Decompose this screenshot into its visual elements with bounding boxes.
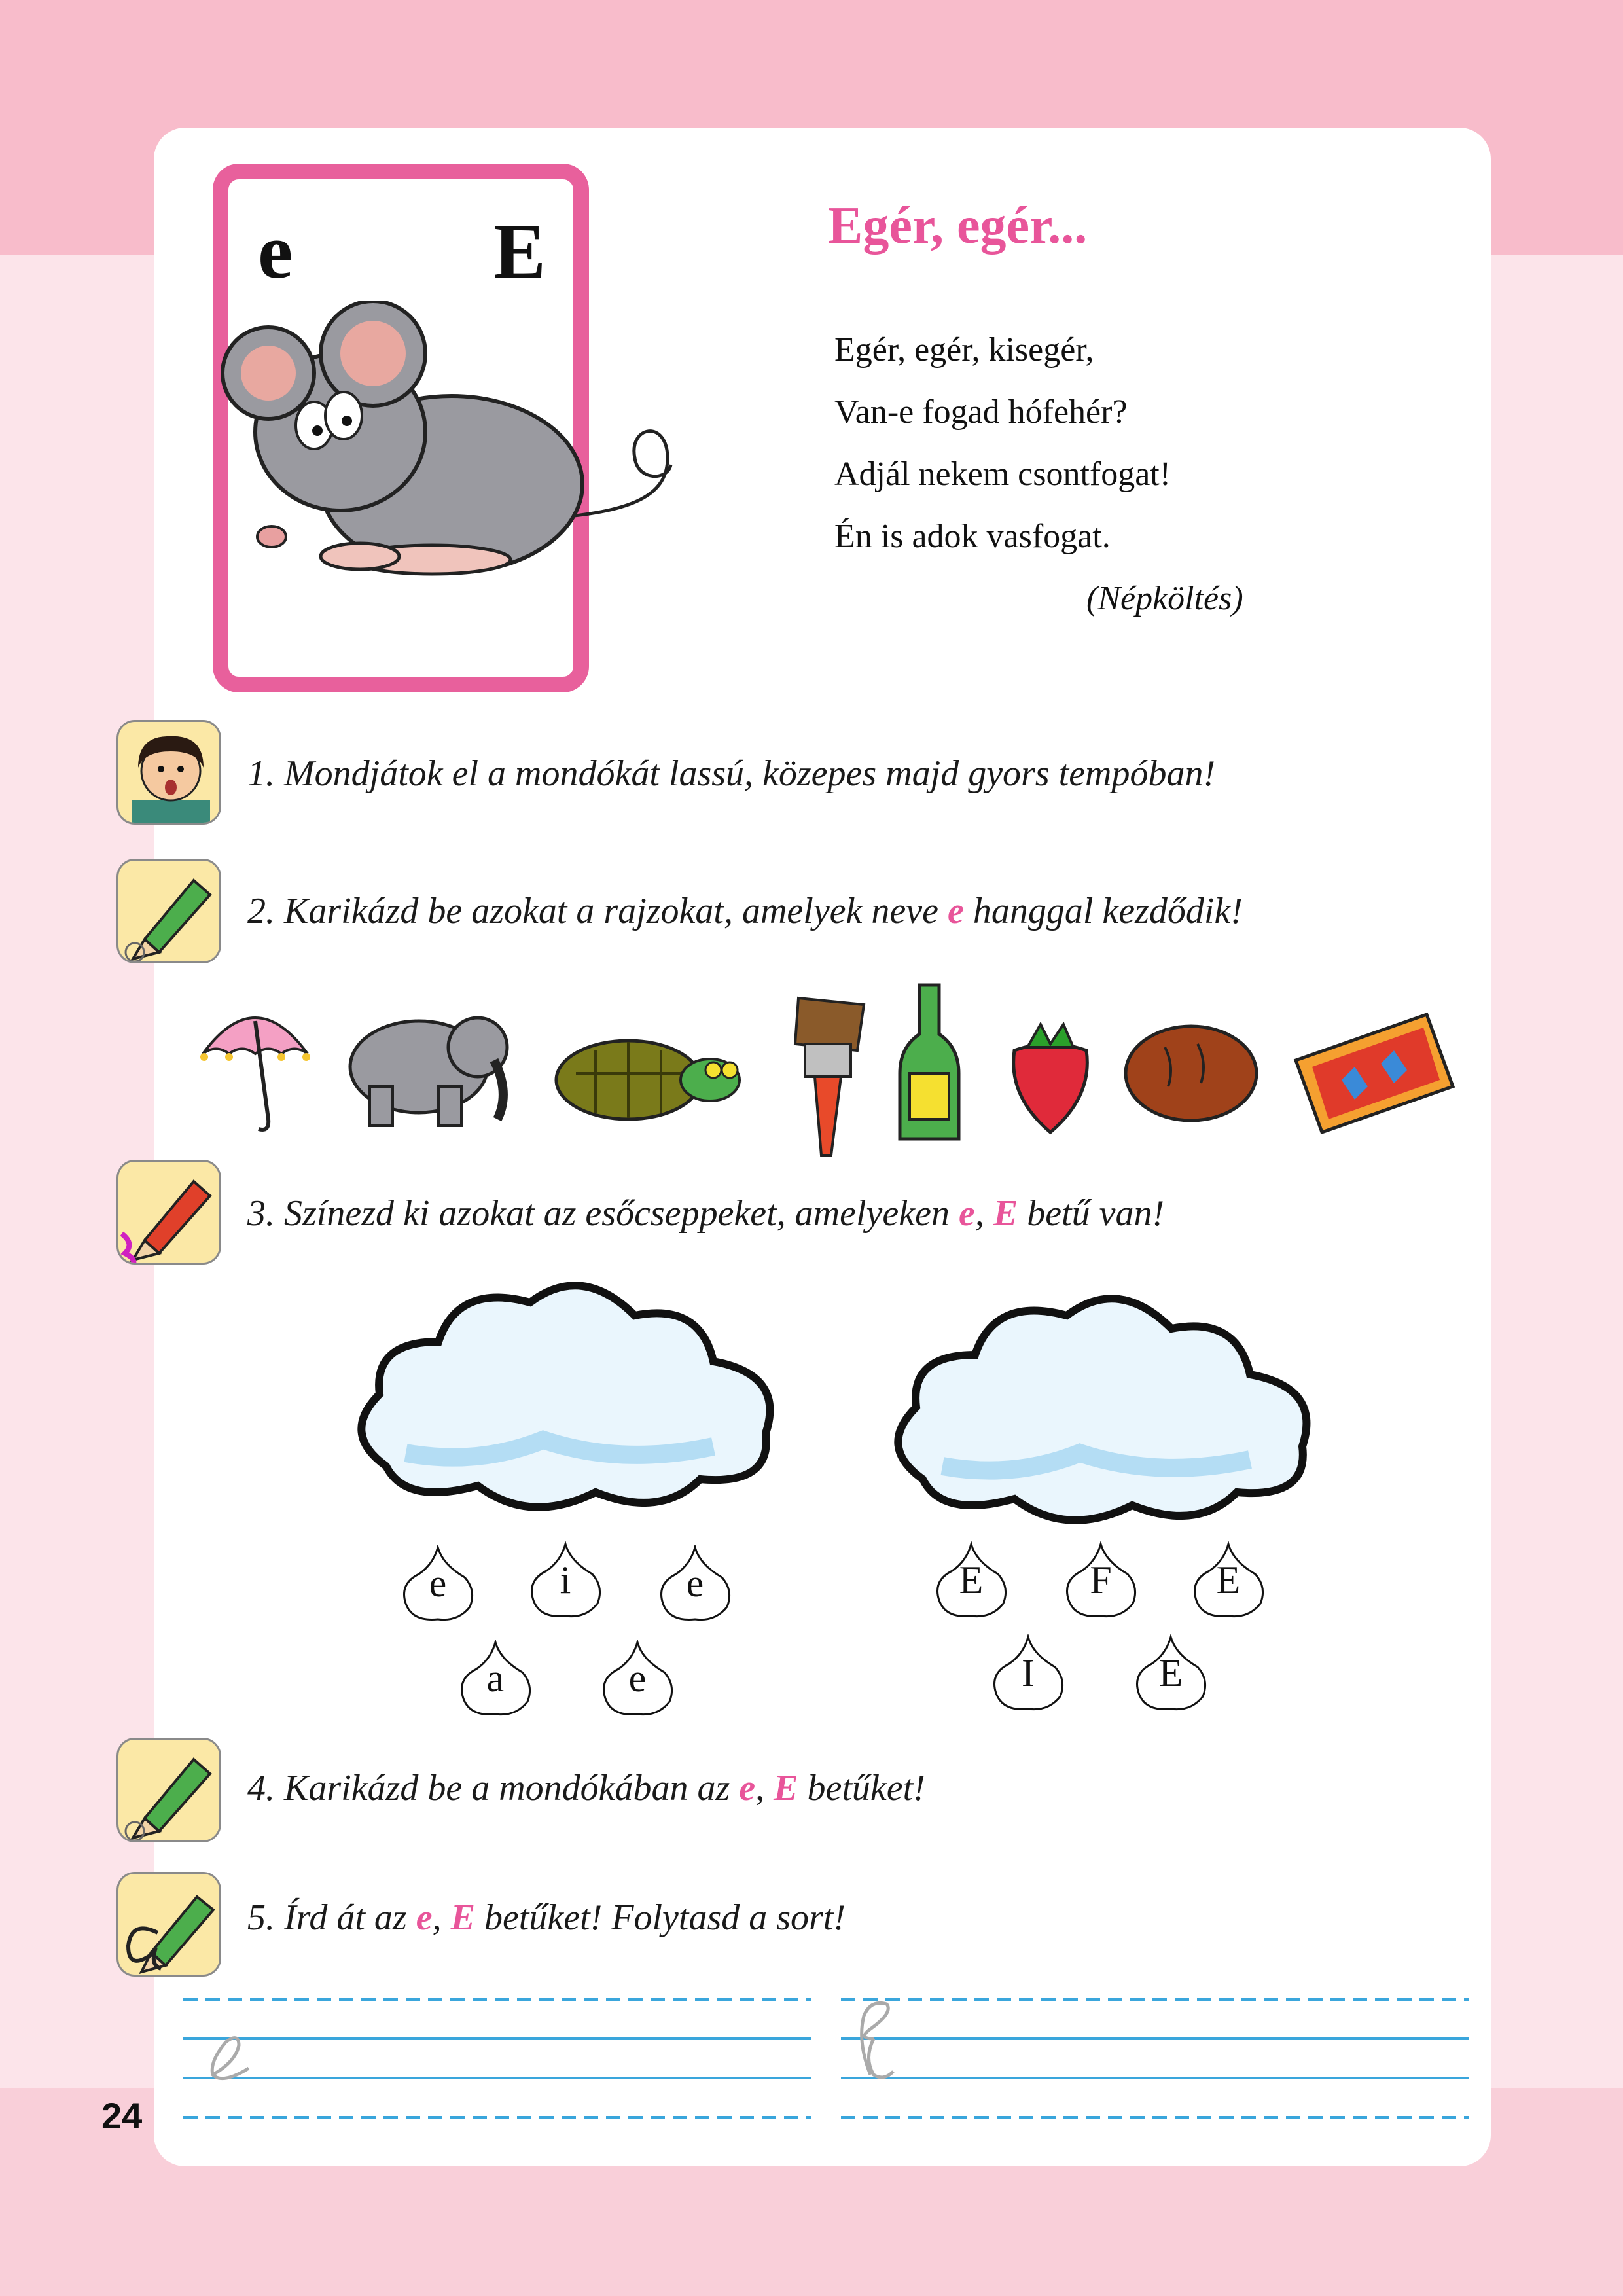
separator: , bbox=[755, 1768, 765, 1808]
poem-line: Van-e fogad hófehér? bbox=[834, 393, 1128, 431]
raindrop-letter: e bbox=[686, 1562, 704, 1605]
raindrop-letter: a bbox=[486, 1657, 505, 1700]
elephant-icon bbox=[334, 1001, 517, 1132]
poem-line: Egér, egér, kisegér, bbox=[834, 331, 1094, 368]
task-instruction: Mondjátok el a mondókát lassú, közepes majd gyors tempóban! bbox=[284, 753, 1216, 794]
raindrop-letter: E bbox=[1158, 1651, 1183, 1695]
task-instruction: Karikázd be a mondókában az bbox=[284, 1768, 730, 1808]
raindrop-letter: I bbox=[1022, 1651, 1035, 1695]
task-number: 2. bbox=[247, 891, 275, 931]
raindrop-letter: e bbox=[628, 1657, 647, 1700]
highlighted-letter: E bbox=[450, 1897, 475, 1938]
raindrop-letter: F bbox=[1090, 1558, 1112, 1602]
poem-line: Adjál nekem csontfogat! bbox=[834, 456, 1171, 493]
task-5-text bbox=[247, 1897, 846, 1939]
poem-line: Én is adok vasfogat. bbox=[834, 518, 1111, 555]
green-pencil-icon bbox=[116, 1738, 221, 1842]
raindrop-letter: i bbox=[560, 1558, 571, 1602]
poem-title: Egér, egér... bbox=[828, 197, 1088, 255]
highlighted-letter: e bbox=[739, 1768, 756, 1808]
cloud-left-icon bbox=[347, 1270, 805, 1532]
poem-source: (Népköltés) bbox=[1086, 580, 1243, 617]
separator: , bbox=[974, 1193, 984, 1234]
raindrop-letter: E bbox=[959, 1558, 984, 1602]
card-letter-lower: e bbox=[258, 207, 293, 295]
turtle-icon bbox=[537, 1021, 746, 1126]
task-instruction: betűket! bbox=[807, 1768, 925, 1808]
umbrella-icon bbox=[196, 995, 314, 1139]
task-1-text bbox=[247, 753, 1215, 795]
raindrop-letter: E bbox=[1216, 1558, 1241, 1602]
task-instruction: hanggal kezdődik! bbox=[972, 891, 1243, 931]
task-instruction: Írd át az bbox=[284, 1897, 407, 1938]
task-instruction: betűket! Folytasd a sort! bbox=[484, 1897, 846, 1938]
task-number: 5. bbox=[247, 1897, 275, 1938]
green-pencil-icon bbox=[116, 859, 221, 963]
cloud-right-icon bbox=[883, 1283, 1342, 1545]
task-instruction: betű van! bbox=[1027, 1193, 1165, 1234]
bottle-icon bbox=[897, 982, 962, 1145]
task-number: 1. bbox=[247, 753, 275, 794]
speaking-child-icon bbox=[116, 720, 221, 825]
task-instruction: Színezd ki azokat az esőcseppeket, amelyeken bbox=[284, 1193, 950, 1234]
separator: , bbox=[432, 1897, 442, 1938]
task-number: 4. bbox=[247, 1768, 275, 1808]
highlighted-letter: e bbox=[416, 1897, 433, 1938]
highlighted-letter: e bbox=[947, 891, 964, 931]
highlighted-letter: E bbox=[993, 1193, 1018, 1234]
task-number: 3. bbox=[247, 1193, 275, 1234]
highlighted-letter: E bbox=[774, 1768, 798, 1808]
task-instruction: Karikázd be azokat a rajzokat, amelyek neve bbox=[284, 891, 938, 931]
strawberry-icon bbox=[1001, 1018, 1099, 1136]
task-2-text bbox=[247, 890, 1243, 932]
bread-icon bbox=[1119, 1014, 1263, 1126]
card-letter-upper: E bbox=[493, 207, 546, 295]
highlighted-letter: e bbox=[958, 1193, 975, 1234]
task-4-text bbox=[247, 1767, 925, 1809]
paintbrush-icon bbox=[785, 992, 877, 1162]
raindrop-letter: e bbox=[429, 1562, 447, 1605]
mouse-icon bbox=[209, 301, 720, 589]
writing-pencil-icon bbox=[116, 1872, 221, 1977]
writing-practice-lines[interactable] bbox=[183, 1990, 1479, 2127]
red-pencil-icon bbox=[116, 1160, 221, 1265]
task-3-text bbox=[247, 1193, 1164, 1234]
rug-icon bbox=[1283, 1001, 1466, 1145]
page-number: 24 bbox=[101, 2095, 143, 2136]
